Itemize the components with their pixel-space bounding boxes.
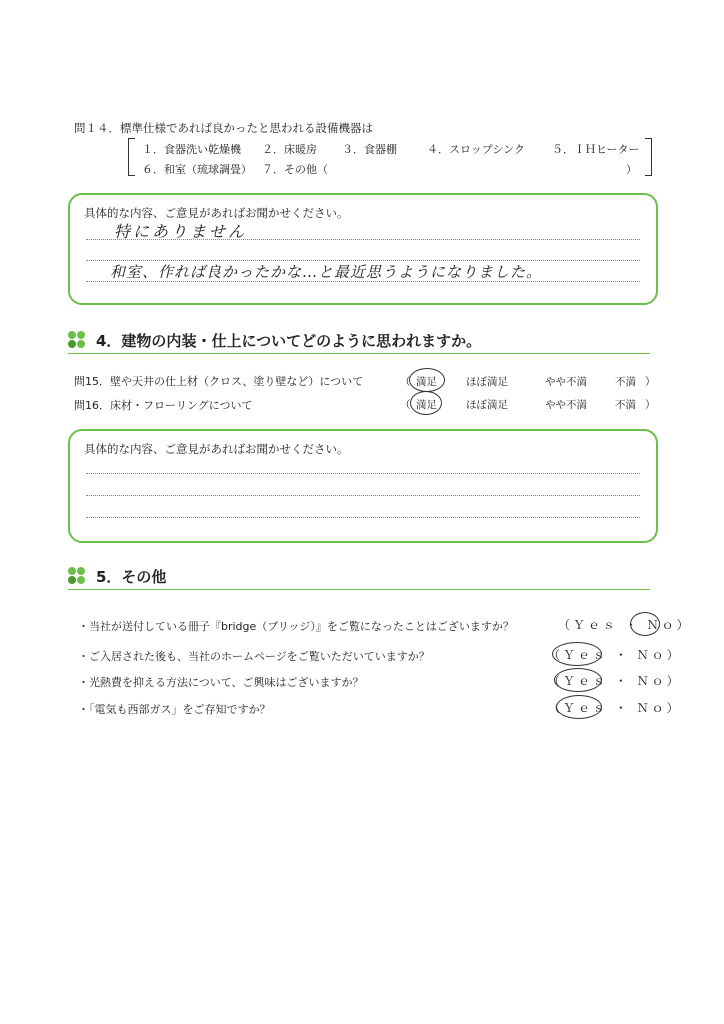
q15-close-paren: ） <box>645 376 656 388</box>
clover-icon <box>68 331 86 349</box>
q16-choice-mostly-satisfied[interactable]: ほぼ満足 <box>466 399 508 411</box>
q14-option-japanese-room[interactable]: ６．和室（琉球調畳） <box>142 163 252 176</box>
s5-utility-selected-circle <box>554 668 602 692</box>
section4-comment-box[interactable] <box>68 429 658 543</box>
section5-title: 5．その他 <box>96 568 167 586</box>
dotted-line <box>86 473 640 474</box>
q14-bracket-left <box>128 138 135 176</box>
q15-label: 問15．壁や天井の仕上材（クロス、塗り壁など）について <box>74 375 364 388</box>
s5-answer-homepage[interactable]: （Ｙｅｓ ・ Ｎｏ） <box>548 648 682 662</box>
q14-box-label: 具体的な内容、ご意見があればお聞かせください。 <box>84 206 349 220</box>
q14-option-slop-sink[interactable]: ４．スロップシンク <box>427 143 525 156</box>
q16-choice-dissatisfied[interactable]: 不満 <box>615 399 636 411</box>
q15-choice-somewhat-dissatisfied[interactable]: やや不満 <box>545 376 587 388</box>
dotted-line <box>86 495 640 496</box>
q16-choice-satisfied[interactable]: 満足 <box>416 399 437 411</box>
section4-box-label: 具体的な内容、ご意見があればお聞かせください。 <box>84 442 349 456</box>
q14-bracket-right <box>645 138 652 176</box>
q15-choice-satisfied[interactable]: 満足 <box>416 376 437 388</box>
section4-header <box>68 329 650 354</box>
s5-answer-utility[interactable]: （Ｙｅｓ ・ Ｎｏ） <box>548 674 682 688</box>
s5-question-gas: ・「電気も西部ガス」をご存知ですか？ <box>78 703 271 716</box>
q14-option-cupboard[interactable]: ３．食器棚 <box>342 143 397 156</box>
q14-comment-box[interactable] <box>68 193 658 305</box>
q16-choice-somewhat-dissatisfied[interactable]: やや不満 <box>545 399 587 411</box>
dotted-line <box>86 281 640 282</box>
dotted-line <box>86 517 640 518</box>
q14-option-ih-heater[interactable]: ５．ＩＨヒーター <box>552 143 640 156</box>
q16-selected-circle <box>410 391 442 415</box>
s5-bridge-selected-circle <box>630 612 660 636</box>
q15-choice-mostly-satisfied[interactable]: ほぼ満足 <box>466 376 508 388</box>
q15-selected-circle <box>409 368 445 392</box>
s5-homepage-selected-circle <box>552 642 602 666</box>
section4-title: 4．建物の内装・仕上についてどのように思われますか。 <box>96 332 482 350</box>
s5-question-utility: ・光熱費を抑える方法について、ご興味はございますか？ <box>78 676 364 689</box>
q14-option-dishwasher[interactable]: １．食器洗い乾燥機 <box>142 143 241 156</box>
q15-choice-dissatisfied[interactable]: 不満 <box>615 376 636 388</box>
dotted-line <box>86 239 640 240</box>
s5-question-bridge: ・当社が送付している冊子『bridge（ブリッジ）』をご覧になったことはございますか？ <box>78 620 514 633</box>
q14-title: 問１４．標準仕様であれば良かったと思われる設備機器は <box>74 121 373 135</box>
q16-open-paren: （ <box>400 399 411 411</box>
clover-icon <box>68 567 86 585</box>
q16-label: 問16．床材・フローリングについて <box>74 399 253 412</box>
q15-open-paren: （ <box>400 376 411 388</box>
s5-answer-bridge[interactable]: （Ｙｅｓ ・ Ｎｏ） <box>558 618 692 632</box>
q16-close-paren: ） <box>645 399 656 411</box>
q14-option-floor-heating[interactable]: ２．床暖房 <box>262 143 317 156</box>
section5-header <box>68 565 650 590</box>
s5-gas-selected-circle <box>556 695 602 719</box>
q14-handwriting-line1: 特にありません <box>114 222 248 241</box>
q14-option-other[interactable]: ７．その他（ <box>262 163 328 176</box>
s5-question-homepage: ・ご入居された後も、当社のホームページをご覧いただいていますか？ <box>78 650 430 663</box>
s5-answer-gas[interactable]: （Ｙｅｓ ・ Ｎｏ） <box>548 701 682 715</box>
q14-other-close-paren: ） <box>626 163 637 176</box>
q14-handwriting-line2: 和室、作れば良かったかな…と最近思うようになりました。 <box>110 263 543 281</box>
